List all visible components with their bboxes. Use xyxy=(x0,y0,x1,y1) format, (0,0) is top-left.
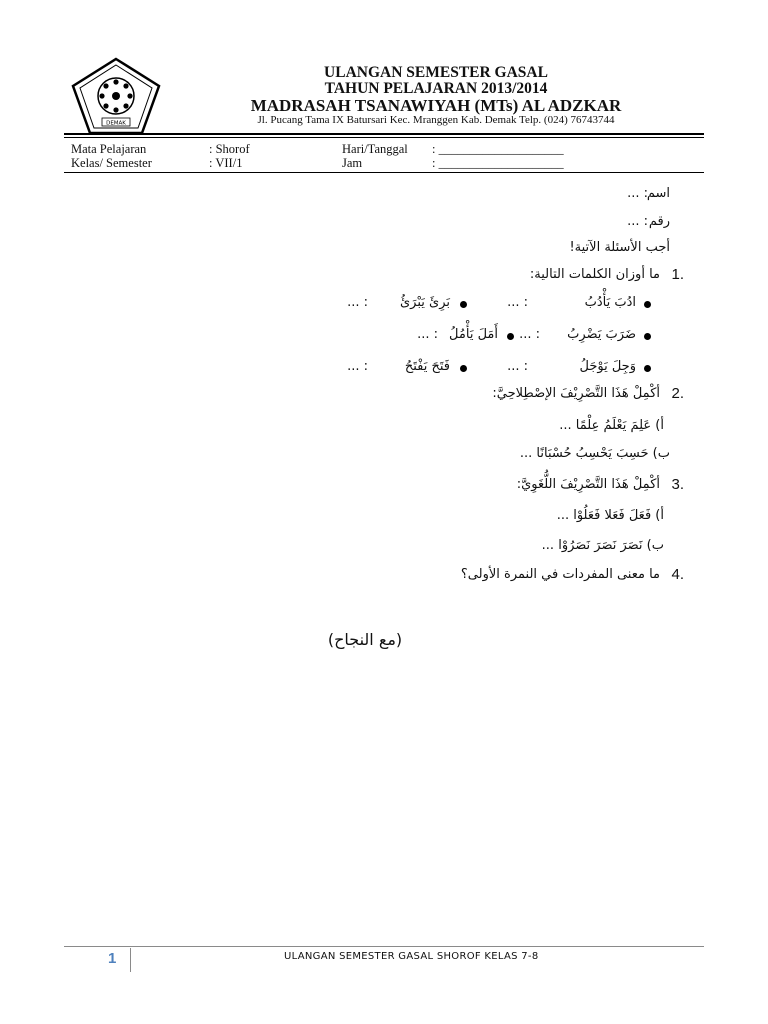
bullet-icon xyxy=(507,333,514,340)
question-3-number: 3. xyxy=(671,476,684,493)
academic-year: TAHUN PELAJARAN 2013/2014 xyxy=(324,80,548,97)
number-value: : ... xyxy=(627,214,648,229)
question-3-option-b: ب) نَصَرَ نَصَرَ نَصَرُوْا ... xyxy=(541,538,664,553)
q1-answer: : ... xyxy=(347,295,368,310)
question-2-number: 2. xyxy=(671,385,684,402)
logo-text: DEMAK xyxy=(106,120,126,127)
name-label: اسم xyxy=(646,186,670,201)
time-value: : ____________________ xyxy=(432,156,564,170)
question-3-text: أكْمِلْ هَذَا التَّصْرِيْفَ اللُّغَوِيَّ: xyxy=(516,477,660,492)
footer-text: ULANGAN SEMESTER GASAL SHOROF KELAS 7-8 xyxy=(284,951,539,962)
question-1-text: ما أوزان الكلمات التالية: xyxy=(529,267,660,282)
q1-word: بَرِئَ يَبْرَئُ xyxy=(400,295,450,310)
question-3-option-a: أ) فَعَلَ فَعَلا فَعَلُوْا ... xyxy=(556,508,664,523)
school-address: Jl. Pucang Tama IX Batursari Kec. Mranggen Kab. Demak Telp. (024) 76743744 xyxy=(257,114,615,126)
q1-answer: : ... xyxy=(347,359,368,374)
exam-title: ULANGAN SEMESTER GASAL xyxy=(324,64,548,81)
meta-divider xyxy=(64,172,704,173)
subject-value: : Shorof xyxy=(209,142,250,156)
q1-word: ادُبَ يَأْدُبُ xyxy=(584,295,636,310)
question-4-number: 4. xyxy=(671,566,684,583)
question-4-text: ما معنى المفردات في النمرة الأولى؟ xyxy=(460,567,660,582)
header-divider-bottom xyxy=(64,137,704,138)
class-value: : VII/1 xyxy=(209,156,243,170)
bullet-icon xyxy=(460,301,467,308)
header-divider-top xyxy=(64,133,704,135)
time-label: Jam xyxy=(342,156,363,170)
question-2-option-b: ب) حَسِبَ يَحْسِبُ حُسْبَانًا ... xyxy=(519,446,670,461)
question-2-text: أكْمِلْ هَذَا التَّصْرِيْفَ الإصْطِلاحِيَّ: xyxy=(492,386,660,401)
q1-answer: : ... xyxy=(507,359,528,374)
q1-word: وَجِلَ يَوْجَلُ xyxy=(579,359,636,374)
class-label: Kelas/ Semester xyxy=(71,156,152,170)
bullet-icon xyxy=(644,365,651,372)
date-label: Hari/Tanggal xyxy=(342,142,408,156)
q1-answer: : ... xyxy=(519,327,540,342)
number-label: رقم xyxy=(648,214,670,229)
bullet-icon xyxy=(644,333,651,340)
q1-answer: : ... xyxy=(417,327,438,342)
date-value: : ____________________ xyxy=(432,142,564,156)
footer-separator xyxy=(130,948,131,972)
question-2-option-a: أ) عَلِمَ يَعْلَمُ عِلْمًا ... xyxy=(559,418,664,433)
bullet-icon xyxy=(644,301,651,308)
page-number: 1 xyxy=(108,950,117,967)
name-value: : ... xyxy=(627,186,648,201)
q1-word: فَتَحَ يَفْتَحُ xyxy=(404,359,450,374)
subject-label: Mata Pelajaran xyxy=(71,142,147,156)
question-1-number: 1. xyxy=(671,266,684,283)
bullet-icon xyxy=(460,365,467,372)
school-logo xyxy=(70,56,162,136)
q1-word: أَمَلَ يَأْمُلُ xyxy=(449,327,498,342)
q1-word: ضَرَبَ يَضْرِبُ xyxy=(567,327,636,342)
q1-answer: : ... xyxy=(507,295,528,310)
footer-divider xyxy=(64,946,704,947)
closing-greeting: (مع النجاح) xyxy=(327,630,403,649)
instructions: أجب الأسئلة الآتية! xyxy=(569,240,670,255)
school-name: MADRASAH TSANAWIYAH (MTs) AL ADZKAR xyxy=(250,96,622,115)
